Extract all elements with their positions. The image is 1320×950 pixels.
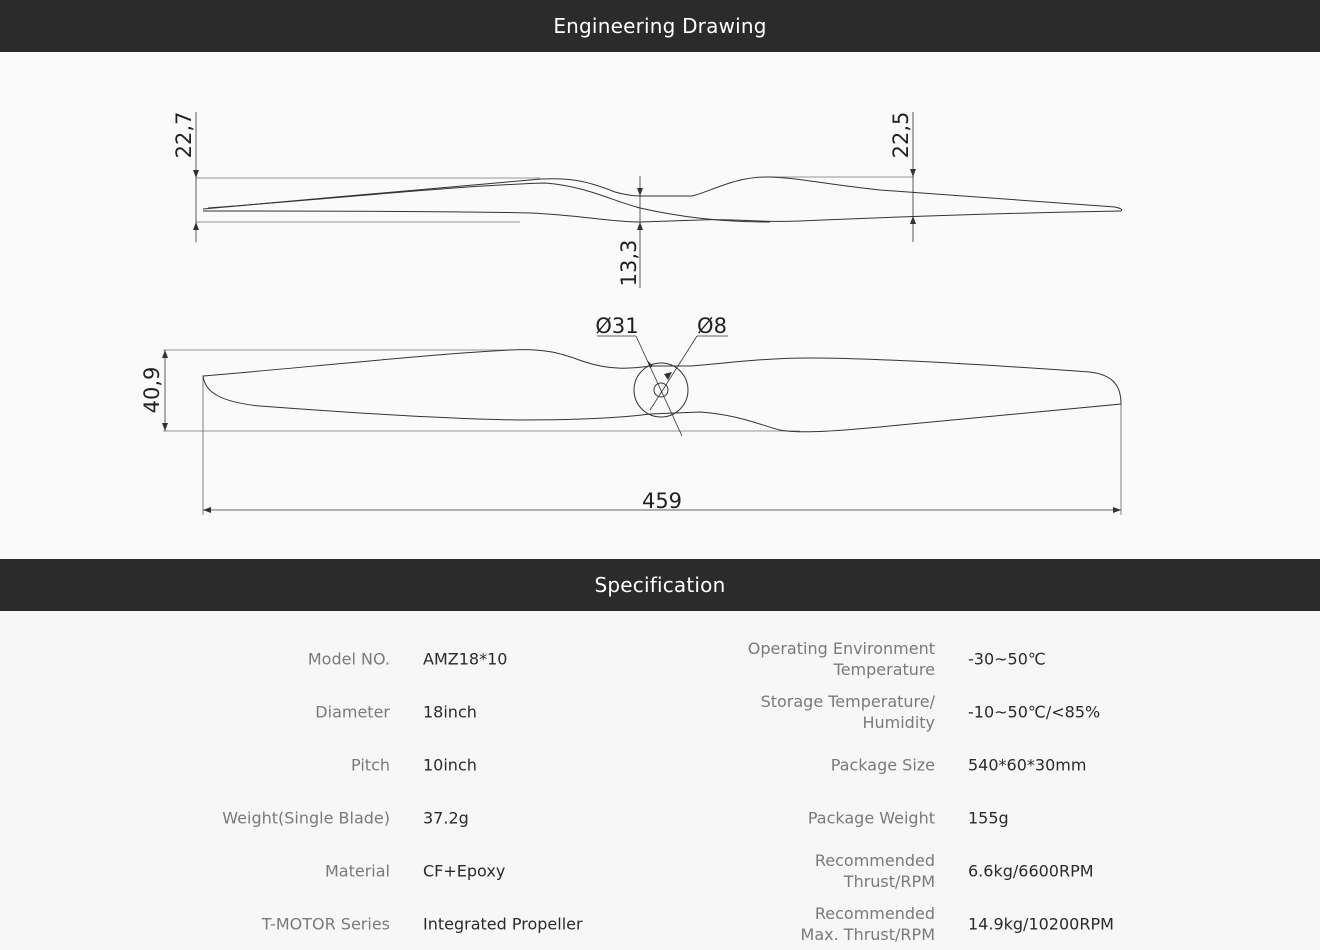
spec-label-line: Recommended xyxy=(814,903,935,923)
spec-label-line: Thrust/RPM xyxy=(843,871,935,891)
spec-row xyxy=(0,632,1320,685)
propeller-drawing-svg xyxy=(0,52,1320,559)
dim-total-length-label: 459 xyxy=(641,489,683,513)
side-view-camber-line xyxy=(208,183,770,222)
dim-left-thickness-label: 22,7 xyxy=(172,111,196,159)
spec-value: -30~50℃ xyxy=(968,649,1046,668)
spec-value: 14.9kg/10200RPM xyxy=(968,914,1114,933)
dim-hub-diameter-label: Ø31 xyxy=(595,314,639,338)
engineering-drawing-header xyxy=(0,0,1320,52)
spec-value: 155g xyxy=(968,808,1009,827)
spec-label: Material xyxy=(325,861,390,880)
spec-value: 18inch xyxy=(423,702,477,721)
spec-value: -10~50℃/<85% xyxy=(968,702,1101,721)
spec-row xyxy=(0,791,1320,844)
spec-value: Integrated Propeller xyxy=(423,914,583,933)
spec-value: 540*60*30mm xyxy=(968,755,1087,774)
specification-header xyxy=(0,559,1320,611)
dim-hub-thickness-label: 13,3 xyxy=(617,239,641,287)
dim-max-chord-label: 40,9 xyxy=(140,366,164,414)
spec-label: Model NO. xyxy=(307,649,390,668)
dim-right-thickness-label: 22,5 xyxy=(889,111,913,159)
spec-value: 37.2g xyxy=(423,808,469,827)
side-view xyxy=(196,112,1122,288)
spec-label xyxy=(695,638,935,680)
spec-row xyxy=(0,685,1320,738)
spec-value: AMZ18*10 xyxy=(423,649,508,668)
spec-label: Package Weight xyxy=(807,808,935,827)
spec-label: Weight(Single Blade) xyxy=(222,808,390,827)
spec-label-line: Temperature xyxy=(833,659,935,679)
spec-label: Diameter xyxy=(315,702,390,721)
spec-label-line: Operating Environment xyxy=(747,638,935,658)
spec-label-line: Recommended xyxy=(814,850,935,870)
spec-value: 10inch xyxy=(423,755,477,774)
spec-label xyxy=(695,850,935,892)
leader-bore-diameter xyxy=(650,336,697,410)
spec-row xyxy=(0,897,1320,950)
spec-row xyxy=(0,844,1320,897)
spec-label xyxy=(695,691,935,733)
engineering-drawing-title: Engineering Drawing xyxy=(553,14,767,38)
spec-value: CF+Epoxy xyxy=(423,861,506,880)
spec-label-line: Storage Temperature/ xyxy=(760,691,935,711)
dim-bore-diameter-label: Ø8 xyxy=(697,314,727,338)
spec-label-line: Humidity xyxy=(862,712,935,732)
spec-label: Pitch xyxy=(351,755,390,774)
engineering-drawing xyxy=(0,52,1320,559)
spec-value: 6.6kg/6600RPM xyxy=(968,861,1094,880)
specification-title: Specification xyxy=(594,573,726,597)
spec-label xyxy=(695,903,935,945)
specification-table xyxy=(0,611,1320,950)
spec-label-line: Max. Thrust/RPM xyxy=(800,924,935,944)
spec-label: T-MOTOR Series xyxy=(261,914,390,933)
side-view-upper-profile xyxy=(203,177,1122,211)
spec-label: Package Size xyxy=(830,755,935,774)
leader-hub-diameter xyxy=(636,336,682,436)
spec-row xyxy=(0,738,1320,791)
